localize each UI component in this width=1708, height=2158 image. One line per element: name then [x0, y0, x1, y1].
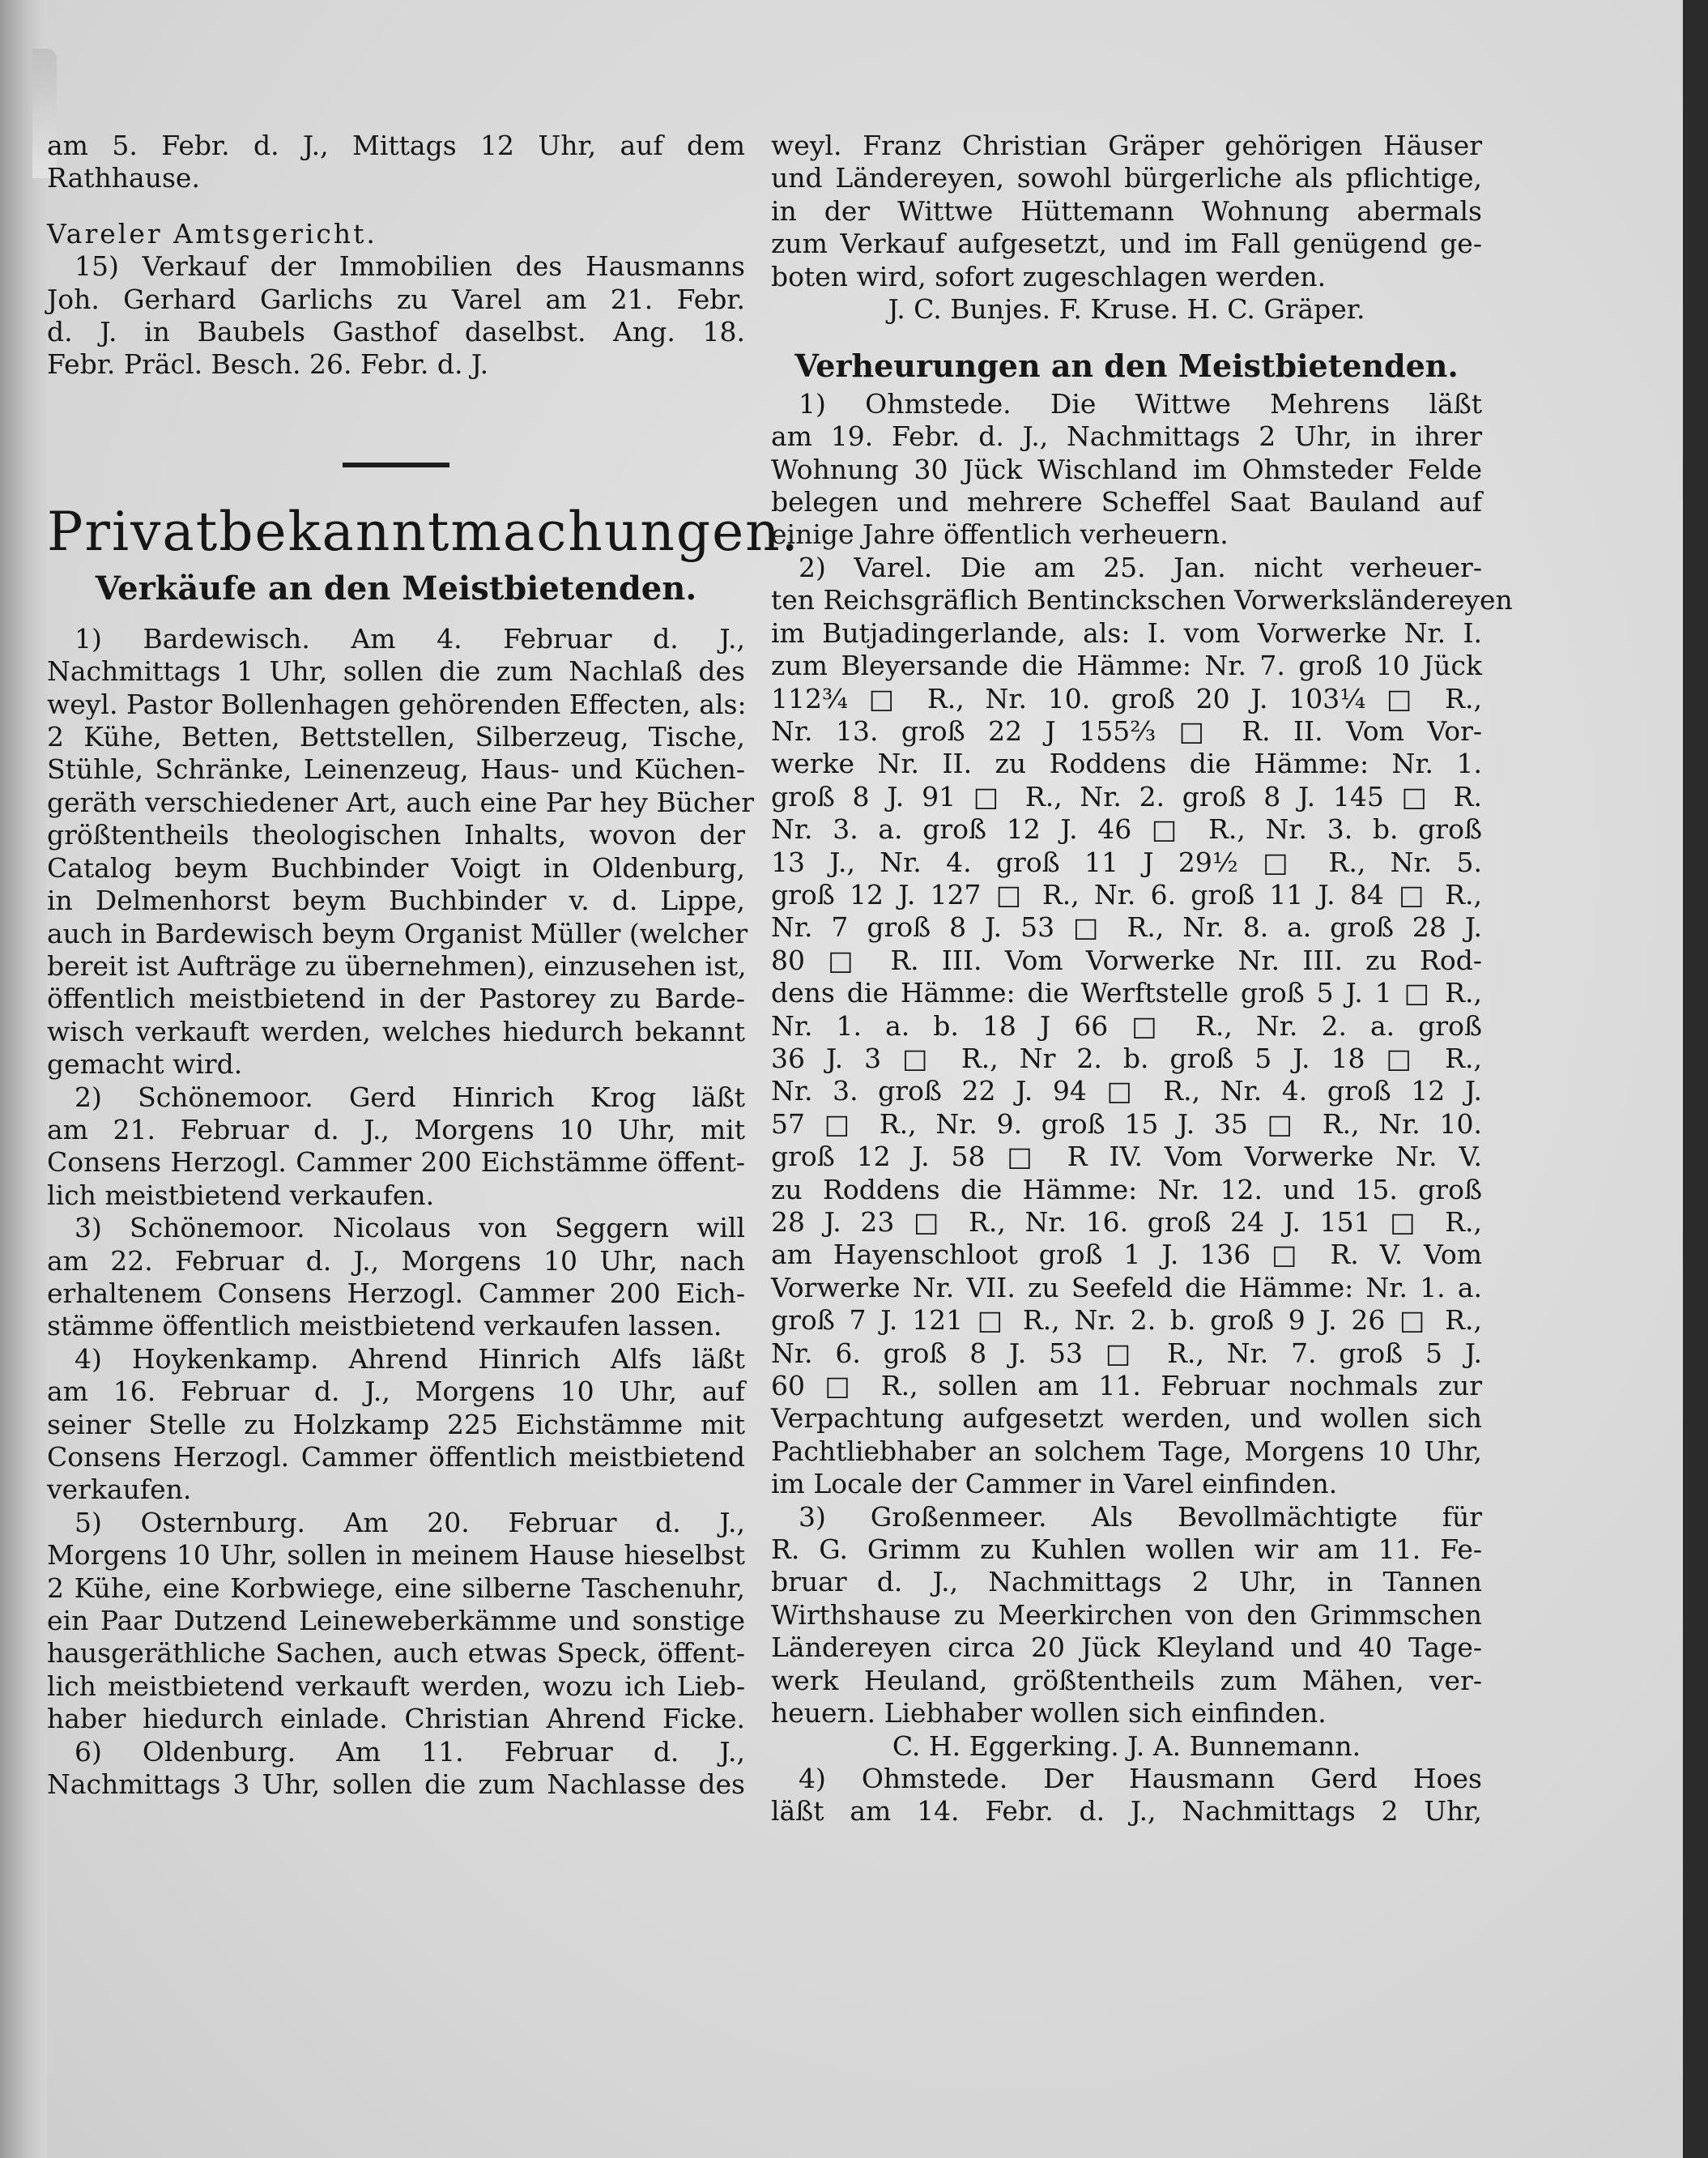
text-line: am 5. Febr. d. J., Mittags 12 Uhr, auf dem: [47, 130, 745, 161]
text-line: Nr. 7 groß 8 J. 53 □ R., Nr. 8. a. groß 28 J.: [771, 911, 1482, 944]
text-line: 5) Osternburg. Am 20. Februar d. J.,: [75, 1506, 745, 1538]
text-line: 6) Oldenburg. Am 11. Februar d. J.,: [75, 1735, 745, 1768]
text-line: 60 □ R., sollen am 11. Februar nochmals zur: [771, 1370, 1482, 1402]
text-line: am 19. Febr. d. J., Nachmittags 2 Uhr, in ihrer: [771, 420, 1482, 453]
spacer: [47, 195, 745, 218]
text-line: und Ländereyen, sowohl bürgerliche als pflichtige,: [771, 162, 1482, 194]
text-line: groß 12 J. 127 □ R., Nr. 6. groß 11 J. 84 □ R.,: [771, 878, 1482, 911]
text-line: 2) Schönemoor. Gerd Hinrich Krog läßt: [75, 1081, 745, 1113]
text-line: bereit ist Aufträge zu übernehmen), einzusehen ist,: [47, 949, 747, 982]
text-line: dens die Hämme: die Werftstelle groß 5 J. 1 □ R.,: [771, 977, 1482, 1009]
text-line: Nr. 6. groß 8 J. 53 □ R., Nr. 7. groß 5 J.: [771, 1337, 1482, 1369]
text-line: Stühle, Schränke, Leinenzeug, Haus- und Küchen-: [47, 753, 745, 786]
signature-line: J. C. Bunjes. F. Kruse. H. C. Gräper.: [888, 293, 1365, 326]
text-line: Nr. 1. a. b. 18 J 66 □ R., Nr. 2. a. groß: [771, 1009, 1482, 1042]
text-line: Vorwerke Nr. VII. zu Seefeld die Hämme: Nr. 1. a.: [771, 1271, 1482, 1303]
left-column: [47, 130, 800, 1801]
text-line: 1) Ohmstede. Die Wittwe Mehrens läßt: [799, 387, 1482, 420]
section-title: Verheurungen an den Meistbietenden.: [794, 348, 1459, 385]
text-line: verkaufen.: [47, 1473, 192, 1506]
text-line: 36 J. 3 □ R., Nr 2. b. groß 5 J. 18 □ R.,: [771, 1042, 1482, 1074]
text-line: lich meistbietend verkauft werden, wozu ich Lieb-: [47, 1670, 745, 1702]
text-line: Consens Herzogl. Cammer 200 Eichstämme öffent-: [47, 1146, 745, 1179]
text-line: seiner Stelle zu Holzkamp 225 Eichstämme mit: [47, 1408, 745, 1440]
text-line: 1) Bardewisch. Am 4. Februar d. J.,: [75, 622, 745, 655]
text-line: groß 12 J. 58 □ R IV. Vom Vorwerke Nr. V.: [771, 1141, 1482, 1173]
text-line: 2 Kühe, Betten, Bettstellen, Silberzeug, Tische,: [47, 721, 745, 753]
text-line: groß 7 J. 121 □ R., Nr. 2. b. groß 9 J. 26 □ R.,: [771, 1304, 1482, 1337]
text-line: Morgens 10 Uhr, sollen in meinem Hause hieselbst: [47, 1539, 745, 1572]
text-line: zu Roddens die Hämme: Nr. 12. und 15. groß: [771, 1173, 1482, 1205]
signature-line: C. H. Eggerking. J. A. Bunnemann.: [892, 1729, 1361, 1762]
text-line: 3) Schönemoor. Nicolaus von Seggern will: [75, 1212, 745, 1244]
text-line: bruar d. J., Nachmittags 2 Uhr, in Tannen: [771, 1566, 1482, 1598]
text-line: Nr. 3. groß 22 J. 94 □ R., Nr. 4. groß 12 J.: [771, 1075, 1482, 1107]
text-line: haber hiedurch einlade. Christian Ahrend Ficke.: [47, 1703, 745, 1735]
text-line: Nachmittags 1 Uhr, sollen die zum Nachlaß des: [47, 655, 745, 688]
text-line: hausgeräthliche Sachen, auch etwas Speck, öffent-: [47, 1637, 745, 1670]
text-line: einige Jahre öffentlich verheuern.: [771, 518, 1229, 551]
text-line: 13 J., Nr. 4. groß 11 J 29½ □ R., Nr. 5.: [771, 846, 1482, 878]
text-line: Nr. 13. groß 22 J 155⅔ □ R. II. Vom Vor-: [771, 714, 1482, 747]
sub-title: Verkäufe an den Meistbietenden.: [95, 569, 697, 608]
text-line: in Delmenhorst beym Buchbinder v. d. Lippe,: [47, 885, 745, 917]
text-line: weyl. Pastor Bollenhagen gehörenden Effecten, als:: [47, 688, 747, 720]
text-line: 3) Großenmeer. Als Bevollmächtigte für: [799, 1500, 1482, 1533]
text-line: auch in Bardewisch beym Organist Müller (welcher: [47, 917, 748, 949]
text-line: heuern. Liebhaber wollen sich einfinden.: [771, 1697, 1327, 1729]
text-line: größtentheils theologischen Inhalts, wovon der: [47, 819, 745, 851]
text-line: Pachtliebhaber an solchem Tage, Morgens 10 Uhr,: [771, 1435, 1482, 1467]
scan-background: [1683, 0, 1708, 2158]
text-line: 28 J. 23 □ R., Nr. 16. groß 24 J. 151 □ R.,: [771, 1206, 1482, 1238]
text-line: 15) Verkauf der Immobilien des Hausmanns: [75, 250, 745, 283]
text-line: lich meistbietend verkaufen.: [47, 1179, 435, 1211]
page-binding: [0, 0, 47, 2158]
text-line: Verpachtung aufgesetzt werden, und wollen sich: [771, 1402, 1482, 1435]
text-line: ein Paar Dutzend Leineweberkämme und sonstige: [47, 1605, 745, 1637]
text-line: Nachmittags 3 Uhr, sollen die zum Nachlasse des: [47, 1768, 745, 1801]
text-line: geräth verschiedener Art, auch eine Par hey Bücher: [47, 786, 754, 818]
text-line: wisch verkauft werden, welches hiedurch bekannt: [47, 1015, 745, 1047]
text-line: Wohnung 30 Jück Wischland im Ohmsteder Felde: [771, 453, 1482, 485]
text-line: Consens Herzogl. Cammer öffentlich meistbietend: [47, 1441, 745, 1473]
text-line: im Locale der Cammer in Varel einfinden.: [771, 1468, 1338, 1500]
text-line: Nr. 3. a. groß 12 J. 46 □ R., Nr. 3. b. groß: [771, 813, 1482, 846]
text-line: Wirthshause zu Meerkirchen von den Grimmschen: [771, 1598, 1482, 1631]
text-line: 4) Hoykenkamp. Ahrend Hinrich Alfs läßt: [75, 1342, 745, 1375]
text-line: werke Nr. II. zu Roddens die Hämme: Nr. 1.: [771, 748, 1482, 780]
section-divider: [343, 463, 449, 467]
text-line: in der Wittwe Hüttemann Wohnung abermals: [771, 194, 1482, 227]
text-line: Febr. Präcl. Besch. 26. Febr. d. J.: [47, 348, 489, 381]
text-line: 2 Kühe, eine Korbwiege, eine silberne Taschenuhr,: [47, 1572, 745, 1604]
text-line: im Butjadingerlande, als: I. vom Vorwerke Nr. I.: [771, 616, 1482, 649]
text-line: Rathhause.: [47, 162, 200, 194]
section-title: Privatbekanntmachungen.: [47, 500, 800, 563]
text-line: am Hayenschloot groß 1 J. 136 □ R. V. Vom: [771, 1239, 1482, 1271]
text-line: am 21. Februar d. J., Morgens 10 Uhr, mit: [47, 1113, 745, 1145]
right-column: [771, 130, 1513, 1828]
text-line: d. J. in Baubels Gasthof daselbst. Ang. 18.: [47, 316, 745, 348]
text-line: 112¾ □ R., Nr. 10. groß 20 J. 103¼ □ R.,: [771, 682, 1482, 714]
text-line: R. G. Grimm zu Kuhlen wollen wir am 11. Fe-: [771, 1533, 1482, 1566]
court-heading: Vareler Amtsgericht.: [47, 217, 377, 249]
text-line: am 22. Februar d. J., Morgens 10 Uhr, nach: [47, 1244, 745, 1277]
text-line: 4) Ohmstede. Der Hausmann Gerd Hoes: [799, 1762, 1482, 1794]
text-line: 57 □ R., Nr. 9. groß 15 J. 35 □ R., Nr. 10.: [771, 1107, 1482, 1140]
text-line: läßt am 14. Febr. d. J., Nachmittags 2 Uhr,: [771, 1795, 1482, 1827]
text-line: groß 8 J. 91 □ R., Nr. 2. groß 8 J. 145 □ R.: [771, 780, 1482, 812]
text-line: ten Reichsgräflich Bentinckschen Vorwerksländereyen: [771, 584, 1513, 616]
text-line: Catalog beym Buchbinder Voigt in Oldenburg,: [47, 851, 745, 884]
text-line: am 16. Februar d. J., Morgens 10 Uhr, auf: [47, 1375, 745, 1408]
text-line: 80 □ R. III. Vom Vorwerke Nr. III. zu Rod-: [771, 944, 1482, 976]
text-line: Ländereyen circa 20 Jück Kleyland und 40 Tage-: [771, 1631, 1482, 1664]
text-line: erhaltenem Consens Herzogl. Cammer 200 Eich-: [47, 1277, 745, 1309]
text-line: boten wird, sofort zugeschlagen werden.: [771, 260, 1327, 292]
text-line: zum Verkauf aufgesetzt, und im Fall genügend ge-: [771, 228, 1482, 260]
text-line: öffentlich meistbietend in der Pastorey zu Barde-: [47, 983, 745, 1015]
text-line: gemacht wird.: [47, 1048, 243, 1081]
text-line: werk Heuland, größtentheils zum Mähen, ver-: [771, 1664, 1482, 1696]
text-line: stämme öffentlich meistbietend verkaufen lassen.: [47, 1310, 722, 1342]
text-line: 2) Varel. Die am 25. Jan. nicht verheuer-: [799, 551, 1482, 583]
text-line: weyl. Franz Christian Gräper gehörigen Häuser: [771, 130, 1482, 161]
text-line: zum Bleyersande die Hämme: Nr. 7. groß 10 Jück: [771, 650, 1482, 682]
text-line: Joh. Gerhard Garlichs zu Varel am 21. Febr.: [47, 283, 745, 315]
text-line: belegen und mehrere Scheffel Saat Bauland auf: [771, 486, 1482, 518]
